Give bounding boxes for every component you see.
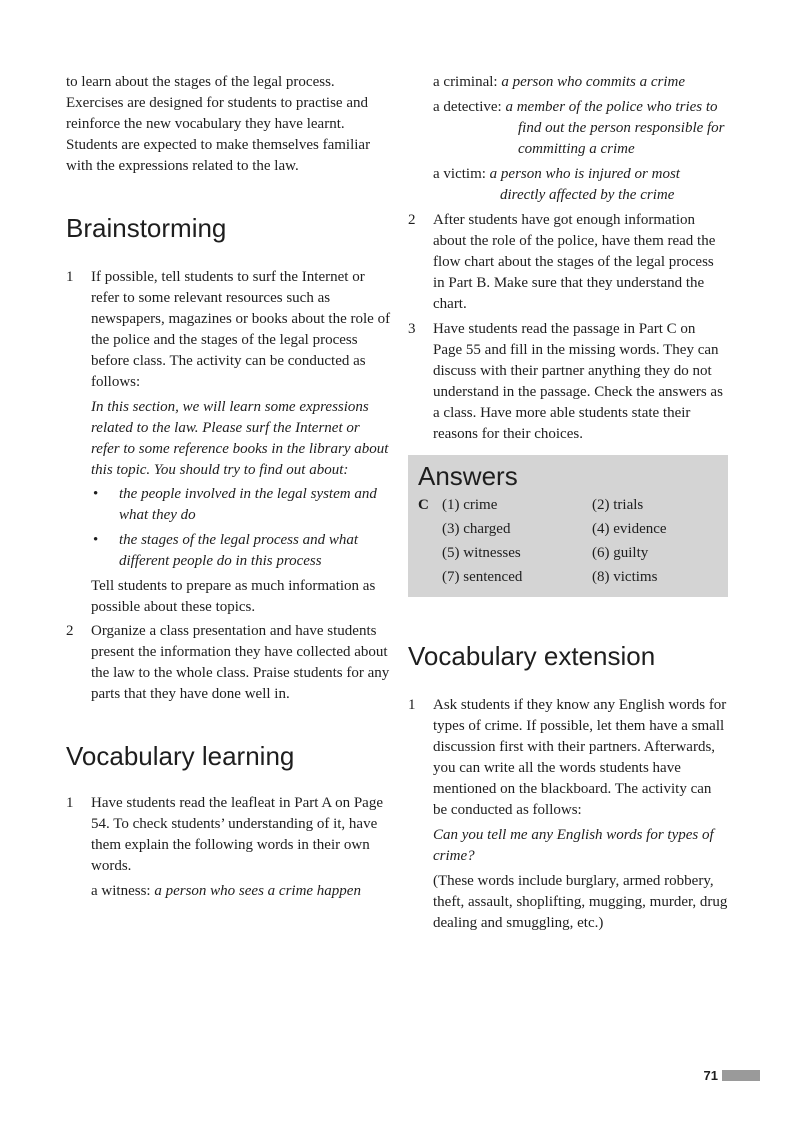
answer-item: (2) trials	[592, 497, 644, 513]
definitions-block	[408, 72, 728, 206]
item-number: 1	[66, 269, 74, 285]
definition-term: a criminal:	[433, 74, 498, 90]
answers-box	[408, 455, 728, 597]
item-text: Have students read the leafleat in Part A on Page 54. To check students’ understanding of it, have them explain the following words in their own words.	[91, 795, 383, 874]
answer-item: (5) witnesses	[442, 545, 521, 561]
item-text: Organize a class presentation and have students present the information they have collected about the law to the whole class. Praise students for any parts that they have done well in.	[91, 623, 390, 702]
page-number-bar	[722, 1070, 760, 1081]
answers-part-label: C	[418, 497, 429, 513]
definition-witness	[91, 881, 392, 902]
item-text: After students have got enough information about the role of the police, have them read the flow chart about the stages of the legal process in Part B. Make sure that they understand the chart.	[433, 212, 716, 312]
answer-item: (3) charged	[442, 521, 511, 537]
answer-item: (8) victims	[592, 569, 658, 585]
item-number: 2	[408, 212, 416, 228]
item-number: 1	[408, 697, 416, 713]
example-note: (These words include burglary, armed robbery, theft, assault, shoplifting, mugging, murder, drug dealing and smuggling, etc.)	[433, 873, 728, 931]
definition-meaning: a person who is injured or most directly affected by the crime	[489, 166, 680, 203]
right-item-2	[408, 210, 728, 315]
definition-term: a witness:	[91, 883, 151, 899]
vocabulary-learning-heading: Vocabulary learning	[66, 741, 295, 771]
vocabulary-extension-heading: Vocabulary extension	[408, 641, 656, 671]
brainstorming-heading: Brainstorming	[66, 213, 227, 243]
page-number	[704, 1068, 760, 1083]
page-number-text: 71	[703, 1068, 718, 1083]
definition-meaning: a person who sees a crime happen	[154, 883, 361, 899]
answers-heading: Answers	[418, 461, 518, 491]
bullet-item: • the people involved in the legal system and what they do	[93, 486, 377, 523]
item-number: 2	[66, 623, 74, 639]
item-number: 1	[66, 795, 74, 811]
answer-item: (1) crime	[442, 497, 498, 513]
answer-item: (6) guilty	[592, 545, 649, 561]
definition-criminal	[433, 72, 728, 93]
answers-grid	[418, 493, 718, 589]
vocab-learning-item-1	[66, 793, 392, 902]
item-number: 3	[408, 321, 416, 337]
definition-term: a detective:	[433, 99, 502, 115]
definition-victim	[433, 164, 728, 206]
definition-detective	[433, 97, 728, 160]
definition-term: a victim:	[433, 166, 486, 182]
bullet-icon: •	[93, 486, 99, 502]
left-column	[66, 72, 392, 902]
intro-paragraph: to learn about the stages of the legal process. Exercises are designed for students to practise and reinforce the new vocabulary they have learnt. Students are expected to make themselves familiar with the expressions related to the law.	[66, 74, 371, 174]
answer-item: (7) sentenced	[442, 569, 523, 585]
item-after-text: Tell students to prepare as much information as possible about these topics.	[91, 578, 376, 615]
right-column	[408, 72, 728, 934]
item-text: Ask students if they know any English words for types of crime. If possible, let them have a small discussion first with their partners. Afterwards, you can write all the words students have mentioned on the blackboard. The activity can be conducted as follows:	[433, 697, 727, 818]
item-text: If possible, tell students to surf the Internet or refer to some relevant resources such as newspapers, magazines or books about the role of the police and the stages of the legal process before class. The activity can be conducted as follows:	[91, 269, 391, 390]
example-question: Can you tell me any English words for types of crime?	[433, 827, 714, 864]
bullet-item: • the stages of the legal process and what different people do in this process	[93, 532, 359, 569]
bullet-icon: •	[93, 532, 99, 548]
brainstorming-item-1	[66, 267, 392, 618]
item-text: Have students read the passage in Part C on Page 55 and fill in the missing words. They can discuss with their partner anything they do not understand in the passage. Check the answers as a class. Have more able students state their reasons for their choices.	[433, 321, 723, 442]
definition-meaning: a member of the police who tries to find out the person responsible for committing a crime	[505, 99, 725, 157]
instruction-quote: In this section, we will learn some expressions related to the law. Please surf the Internet or refer to some reference books in the library about this topic. You should try to find out about:	[91, 399, 389, 478]
answer-item: (4) evidence	[592, 521, 667, 537]
vocab-extension-item-1	[408, 695, 728, 934]
bullet-list	[91, 484, 392, 572]
right-item-3	[408, 319, 728, 445]
brainstorming-item-2	[66, 621, 392, 705]
definition-meaning: a person who commits a crime	[501, 74, 686, 90]
